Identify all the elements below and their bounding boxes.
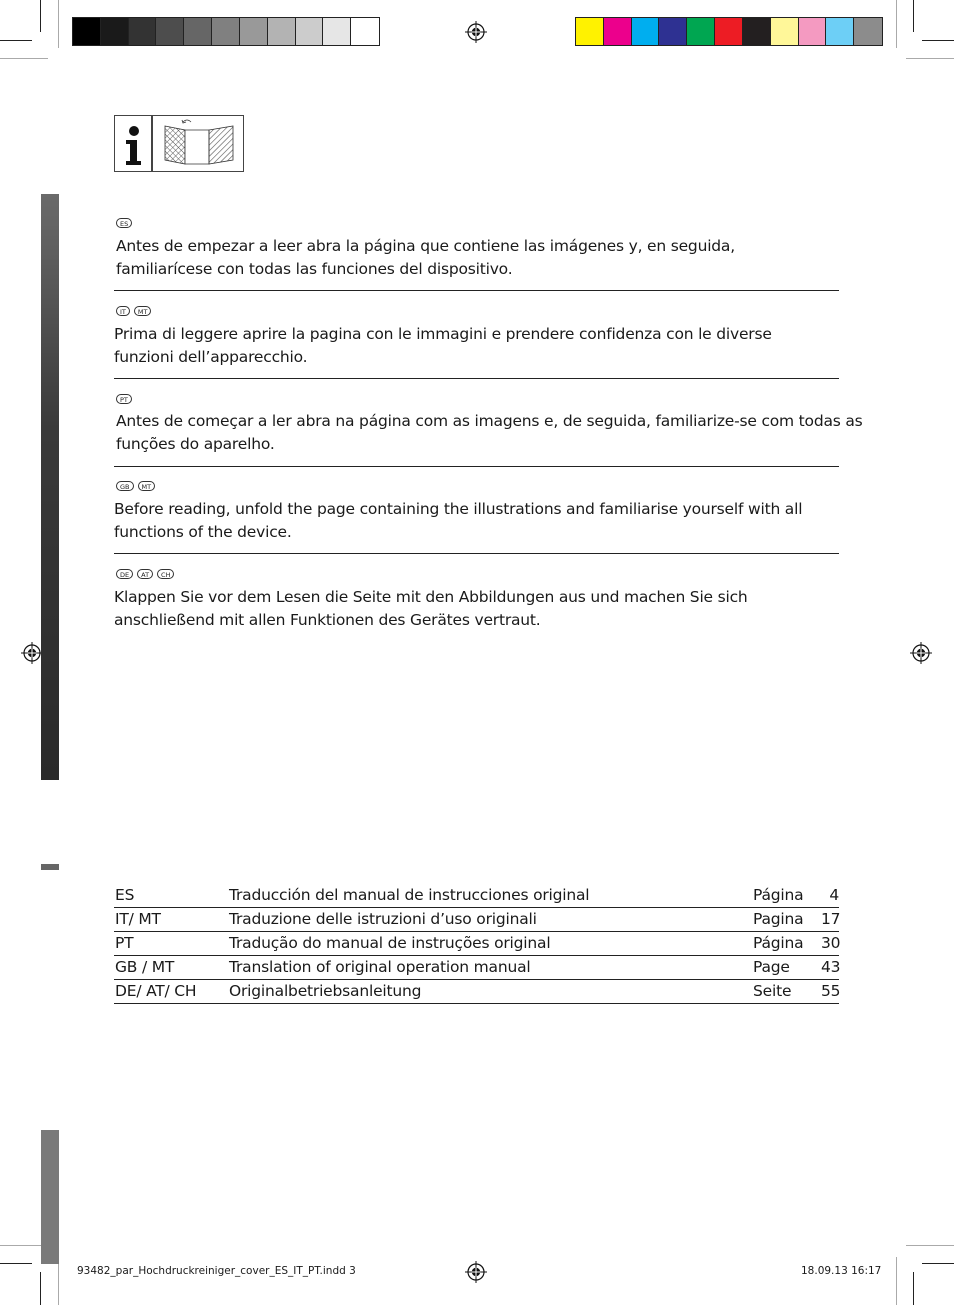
instruction-text: Before reading, unfold the page containing the illustrations and familiarise yourself with all functions of the device. xyxy=(114,500,803,541)
instruction-text: Antes de empezar a leer abra la página que contiene las imágenes y, en seguida, familiarícese con todas las funciones del dispositivo. xyxy=(116,237,735,278)
language-tags xyxy=(116,218,132,228)
language-tag: PT xyxy=(116,394,132,404)
language-tag: AT xyxy=(137,569,153,579)
toc-title: Tradução do manual de instruções original xyxy=(229,934,551,952)
toc-page-label: Seite xyxy=(753,982,792,1000)
color-swatch xyxy=(604,18,632,45)
color-swatch xyxy=(659,18,687,45)
color-swatch xyxy=(101,18,129,45)
footer-filename: 93482_par_Hochdruckreiniger_cover_ES_IT_PT.indd 3 xyxy=(77,1265,356,1277)
bleed-mark xyxy=(896,1257,897,1305)
color-swatch xyxy=(184,18,212,45)
footer-timestamp: 18.09.13 16:17 xyxy=(801,1265,882,1277)
color-swatch xyxy=(323,18,351,45)
language-tags xyxy=(116,481,155,491)
language-tag: DE xyxy=(116,569,133,579)
instruction-text: Antes de começar a ler abra na página com as imagens e, de seguida, familiarize-se com todas as funções do aparelho. xyxy=(116,412,863,453)
toc-language: PT xyxy=(115,934,134,952)
toc-page-number: 55 xyxy=(821,982,841,1000)
toc-page-number: 4 xyxy=(829,886,839,904)
color-swatch xyxy=(771,18,799,45)
toc-page-number: 43 xyxy=(821,958,841,976)
toc-language: IT/ MT xyxy=(115,910,161,928)
side-gray-strip xyxy=(41,1130,59,1264)
language-tag: MT xyxy=(138,481,156,491)
crop-mark xyxy=(0,1263,32,1264)
toc-language: DE/ AT/ CH xyxy=(115,982,197,1000)
crop-mark xyxy=(40,0,41,32)
instruction-text: Klappen Sie vor dem Lesen die Seite mit den Abbildungen aus und machen Sie sich anschließend mit allen Funktionen des Gerätes vertraut. xyxy=(114,588,748,629)
color-swatch xyxy=(576,18,604,45)
toc-page-label: Page xyxy=(753,958,790,976)
color-swatch xyxy=(854,18,882,45)
language-tags xyxy=(116,394,132,404)
color-swatch xyxy=(632,18,660,45)
language-tag: CH xyxy=(157,569,174,579)
bleed-mark xyxy=(0,58,48,59)
crop-mark xyxy=(922,40,954,41)
toc-page-label: Página xyxy=(753,886,804,904)
language-tag: MT xyxy=(134,306,152,316)
toc-title: Translation of original operation manual xyxy=(229,958,531,976)
crop-mark xyxy=(40,1272,41,1305)
color-swatch xyxy=(826,18,854,45)
toc-row xyxy=(114,956,839,980)
color-swatch xyxy=(687,18,715,45)
fold-out-page-icon xyxy=(152,115,244,172)
color-swatch xyxy=(156,18,184,45)
toc-language: ES xyxy=(115,886,135,904)
toc-page-number: 30 xyxy=(821,934,841,952)
color-swatch xyxy=(268,18,296,45)
bleed-mark xyxy=(58,0,59,48)
bleed-mark xyxy=(906,1245,954,1246)
crop-mark xyxy=(913,0,914,32)
grayscale-color-bar xyxy=(72,17,380,46)
bleed-mark xyxy=(906,58,954,59)
bleed-mark xyxy=(896,0,897,48)
toc-row xyxy=(114,884,839,908)
color-swatch xyxy=(715,18,743,45)
color-swatch xyxy=(799,18,827,45)
registration-mark-icon xyxy=(465,1261,487,1283)
side-marker xyxy=(41,864,59,870)
color-swatch xyxy=(212,18,240,45)
section-divider xyxy=(114,466,839,467)
color-swatch xyxy=(240,18,268,45)
language-tags xyxy=(116,569,174,579)
registration-mark-icon xyxy=(465,21,487,43)
section-divider xyxy=(114,553,839,554)
toc-page-label: Pagina xyxy=(753,910,804,928)
color-swatch xyxy=(743,18,771,45)
color-swatch xyxy=(73,18,101,45)
toc-page-number: 17 xyxy=(821,910,841,928)
toc-page-label: Página xyxy=(753,934,804,952)
crop-mark xyxy=(913,1272,914,1305)
language-tag: IT xyxy=(116,306,130,316)
section-divider xyxy=(114,290,839,291)
info-icon xyxy=(114,115,152,172)
language-tag: ES xyxy=(116,218,132,228)
registration-mark-icon xyxy=(910,642,932,664)
color-swatch xyxy=(296,18,324,45)
toc-row xyxy=(114,932,839,956)
process-color-bar xyxy=(575,17,883,46)
language-tag: GB xyxy=(116,481,134,491)
color-swatch xyxy=(351,18,379,45)
section-divider xyxy=(114,378,839,379)
toc-title: Originalbetriebsanleitung xyxy=(229,982,422,1000)
toc-title: Traduzione delle istruzioni d’uso originali xyxy=(229,910,537,928)
toc-row xyxy=(114,908,839,932)
toc-row xyxy=(114,980,839,1004)
color-swatch xyxy=(129,18,157,45)
bleed-mark xyxy=(58,1257,59,1305)
toc-language: GB / MT xyxy=(115,958,175,976)
registration-mark-icon xyxy=(21,642,43,664)
table-of-contents xyxy=(114,884,839,1004)
crop-mark xyxy=(922,1263,954,1264)
instruction-text: Prima di leggere aprire la pagina con le immagini e prendere confidenza con le diverse funzioni dell’apparecchio. xyxy=(114,325,772,366)
language-tags xyxy=(116,306,151,316)
side-gradient-strip xyxy=(41,194,59,780)
toc-title: Traducción del manual de instrucciones original xyxy=(229,886,590,904)
crop-mark xyxy=(0,40,32,41)
